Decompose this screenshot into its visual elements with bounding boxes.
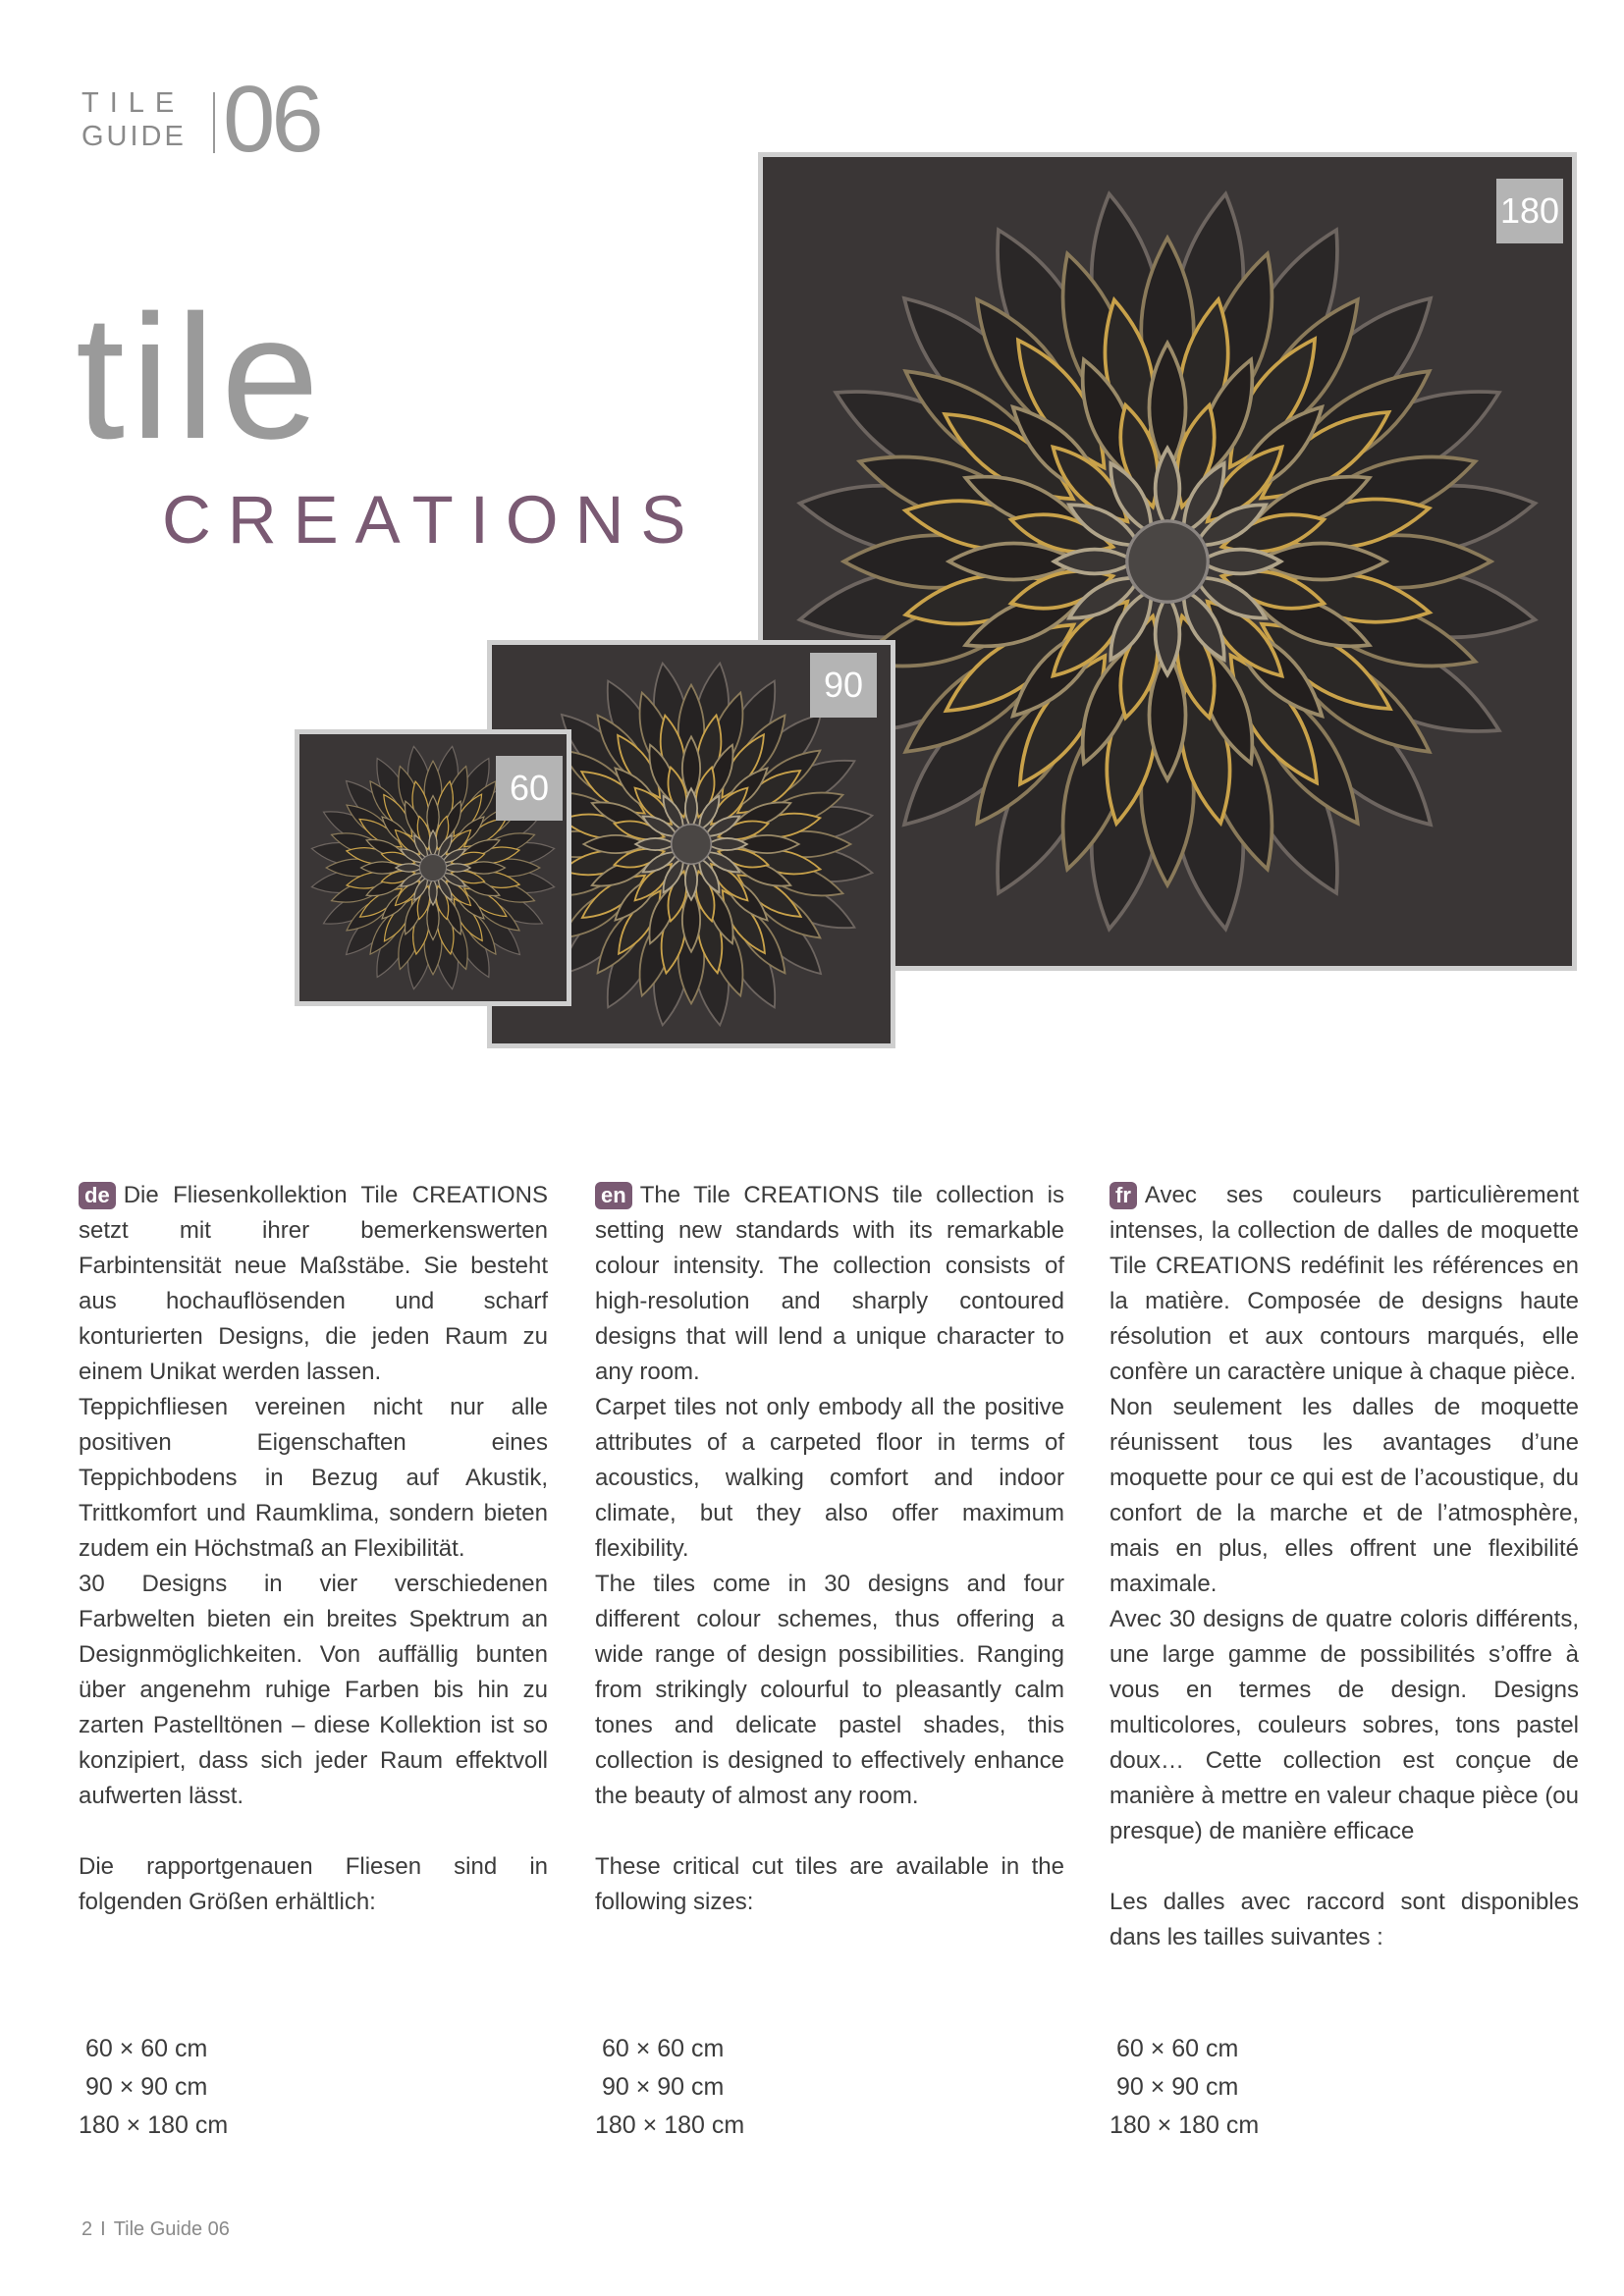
de-paragraph-2: Teppichfliesen vereinen nicht nur alle positiven Eigenschaften eines Teppichbodens in Bezug auf Akustik, Trittkomfort und Raumklima, sondern bieten zudem ein Höchstmaß an Flexibilität. xyxy=(79,1394,548,1562)
logo-guide-word: GUIDE xyxy=(81,121,187,152)
de-paragraph-3: 30 Designs in vier verschiedenen Farbwelten bieten ein breites Spektrum an Designmöglichkeiten. Von auffällig bunten über angenehm ruhige Farben bis hin zu zarten Pastelltönen – diese Kollektion ist so konzipiert, dass sich jeder Raum effektvoll aufwerten lässt. xyxy=(79,1571,548,1809)
fr-paragraph-1-text: Avec ses couleurs particulièrement intenses, la collection de dalles de moquette Tile CREATIONS redéfinit les références en la matière. Composée de designs haute résolution et aux contours marqués, elle confère un caractère unique à chaque pièce. xyxy=(1110,1182,1579,1385)
fr-paragraph-1 xyxy=(1110,1178,1579,1390)
page-subtitle: CREATIONS xyxy=(162,482,703,558)
size-item: 90 × 90 cm xyxy=(1110,2073,1239,2101)
en-paragraph-1 xyxy=(595,1178,1064,1390)
de-paragraph-4: Die rapportgenauen Fliesen sind in folgenden Größen erhältlich: xyxy=(79,1853,548,1915)
en-paragraph-1-text: The Tile CREATIONS tile collection is setting new standards with its remarkable colour intensity. The collection consists of high-resolution and sharply contoured designs that will lend a unique character to any room. xyxy=(595,1182,1064,1385)
logo-issue-number: 06 xyxy=(223,67,320,172)
tile-image-60 xyxy=(295,729,571,1006)
size-item: 60 × 60 cm xyxy=(79,2035,208,2062)
page-title: tile xyxy=(76,279,326,476)
footer-separator: I xyxy=(100,2218,106,2240)
de-paragraph-1 xyxy=(79,1178,548,1390)
size-item: 60 × 60 cm xyxy=(595,2035,725,2062)
page-number: 2 xyxy=(81,2218,93,2240)
size-item: 180 × 180 cm xyxy=(1110,2111,1260,2139)
de-paragraph-1-text: Die Fliesenkollektion Tile CREATIONS setzt mit ihrer bemerkenswerten Farbintensität neue Maßstäbe. Sie besteht aus hochauflösenden und scharf konturierten Designs, die jeden Raum zu einem Unikat werden lassen. xyxy=(79,1182,548,1385)
lang-badge-de: de xyxy=(79,1182,116,1209)
en-paragraph-3: The tiles come in 30 designs and four different colour schemes, thus offering a wide range of design possibilities. Ranging from strikingly colourful to pleasantly calm tones and delicate pastel shades, this collection is designed to effectively enhance the beauty of almost any room. xyxy=(595,1571,1064,1809)
en-paragraph-4: These critical cut tiles are available in the following sizes: xyxy=(595,1853,1064,1915)
logo-tile-word: TILE xyxy=(81,87,186,119)
size-badge-90: 90 xyxy=(810,653,877,718)
size-list-fr xyxy=(1110,2030,1259,2145)
size-badge-180: 180 xyxy=(1496,179,1563,243)
size-item: 180 × 180 cm xyxy=(595,2111,745,2139)
page-footer xyxy=(81,2218,230,2241)
fr-paragraph-2: Non seulement les dalles de moquette réunissent tous les avantages d’une moquette pour ce qui est de l’acoustique, du confort de la marche et de l’atmosphère, mais en plus, elles offrent une flexibilité maximale. xyxy=(1110,1394,1579,1597)
logo-divider xyxy=(213,92,215,153)
size-item: 60 × 60 cm xyxy=(1110,2035,1239,2062)
footer-label: Tile Guide 06 xyxy=(113,2218,230,2240)
fr-paragraph-4: Les dalles avec raccord sont disponibles dans les tailles suivantes : xyxy=(1110,1889,1579,1950)
size-item: 90 × 90 cm xyxy=(79,2073,208,2101)
column-english xyxy=(595,1178,1064,1920)
lang-badge-fr: fr xyxy=(1110,1182,1137,1209)
size-list-en xyxy=(595,2030,744,2145)
size-list-de xyxy=(79,2030,228,2145)
size-item: 180 × 180 cm xyxy=(79,2111,229,2139)
column-german xyxy=(79,1178,548,1920)
en-paragraph-2: Carpet tiles not only embody all the positive attributes of a carpeted floor in terms of acoustics, walking comfort and indoor climate, but they also offer maximum flexibility. xyxy=(595,1394,1064,1562)
size-badge-60: 60 xyxy=(496,756,563,821)
column-french xyxy=(1110,1178,1579,1955)
size-item: 90 × 90 cm xyxy=(595,2073,725,2101)
fr-paragraph-3: Avec 30 designs de quatre coloris différents, une large gamme de possibilités s’offre à vous en termes de design. Designs multicolores, couleurs sobres, tons pastel doux… Cette collection est conçue de manière à mettre en valeur chaque pièce (ou presque) de manière efficace xyxy=(1110,1606,1579,1844)
lang-badge-en: en xyxy=(595,1182,632,1209)
